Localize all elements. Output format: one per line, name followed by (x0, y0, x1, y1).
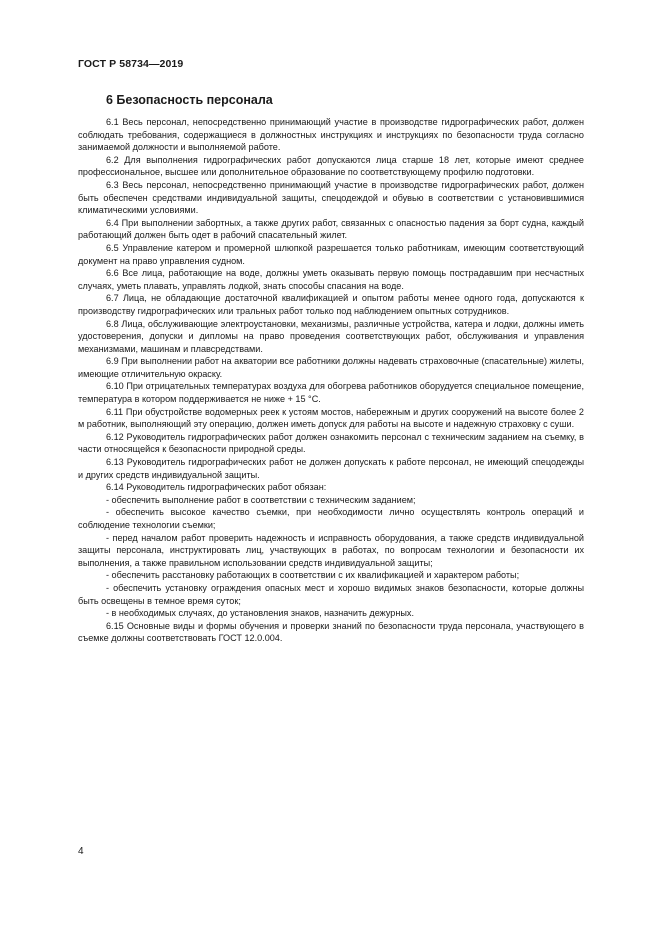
paragraph-6-15: 6.15 Основные виды и формы обучения и проверки знаний по безопасности труда персонала, участвующего в съемке должны соответствовать ГОСТ 12.0.004. (78, 620, 584, 644)
section-body (78, 116, 584, 645)
section-title: 6 Безопасность персонала (106, 93, 273, 107)
paragraph-6-14: 6.14 Руководитель гидрографических работ обязан: (106, 482, 327, 493)
paragraph-6-4: 6.4 При выполнении забортных, а также других работ, связанных с опасностью падения за борт судна, каждый работающий должен быть одет в рабочий спасательный жилет. (78, 217, 584, 241)
page-number: 4 (78, 846, 84, 857)
list-item: - обеспечить расстановку работающих в соответствии с их квалификацией и характером работы; (106, 570, 520, 581)
list-item: - перед началом работ проверить надежность и исправность оборудования, а также средств индивидуальной защиты персонала, инструктировать лиц, участвующих в работах, по вопросам технологии и безопасности их выполнения, а также правильном использовании средств индивидуальной защиты; (78, 532, 584, 568)
paragraph-6-3: 6.3 Весь персонал, непосредственно принимающий участие в производстве гидрографических работ, должен быть обеспечен средствами индивидуальной защиты, спецодеждой и обувью в соответствии с установившимися климатическими условиями. (78, 179, 584, 216)
paragraph-6-5: 6.5 Управление катером и промерной шлюпкой разрешается только работникам, имеющим соответствующий документ на право управления судном. (78, 242, 584, 266)
paragraph-6-2: 6.2 Для выполнения гидрографических работ допускаются лица старше 18 лет, которые имеют среднее профессиональное, высшее или дополнительное образование по соответствующему профилю подготовки. (78, 154, 584, 178)
paragraph-6-8: 6.8 Лица, обслуживающие электроустановки, механизмы, различные устройства, катера и лодки, должны иметь удостоверения, допуски и дипломы на право проведения соответствующих работ, обслуживания и управления механизмами, машинам и плавсредствами. (78, 318, 584, 354)
standard-code: ГОСТ Р 58734—2019 (78, 58, 184, 70)
paragraph-6-11: 6.11 При обустройстве водомерных реек к устоям мостов, набережным и других сооружений на высоте более 2 м работник, выполняющий эту операцию, должен иметь допуск для работы на высоте и надежную страховку с суши. (78, 406, 584, 430)
paragraph-6-12: 6.12 Руководитель гидрографических работ должен ознакомить персонал с техническим заданием на съемку, в части относящейся к безопасности природной среды. (78, 431, 584, 455)
paragraph-6-9: 6.9 При выполнении работ на акватории все работники должны надевать страховочные (спасательные) жилеты, имеющие отличительную окраску. (78, 356, 584, 379)
paragraph-6-10: 6.10 При отрицательных температурах воздуха для обогрева работников оборудуется специальное помещение, температура в котором поддерживается не ниже + 15 °С. (78, 381, 584, 405)
paragraph-6-13: 6.13 Руководитель гидрографических работ не должен допускать к работе персонал, не имеющий спецодежды и других средств индивидуальной защиты. (78, 457, 584, 480)
list-item: - в необходимых случаях, до установления знаков, назначить дежурных. (106, 608, 414, 619)
paragraph-6-1: 6.1 Весь персонал, непосредственно принимающий участие в производстве гидрографических работ, должен соблюдать требования, содержащиеся в должностных инструкциях и инструкциях по безопасности труда согласно занимаемой должности и выполняемой работе. (78, 117, 584, 153)
list-item: - обеспечить высокое качество съемки, при необходимости лично осуществлять контроль операций и соблюдение технологии съемки; (78, 507, 584, 530)
paragraph-6-7: 6.7 Лица, не обладающие достаточной квалификацией и опытом работы менее одного года, допускаются к производству гидрографических или тральных работ только под наблюдением опытных сотрудников. (78, 293, 584, 316)
list-item: - обеспечить установку ограждения опасных мест и хорошо видимых знаков безопасности, которые должны быть освещены в темное время суток; (78, 582, 584, 606)
paragraph-6-6: 6.6 Все лица, работающие на воде, должны уметь оказывать первую помощь пострадавшим при несчастных случаях, уметь плавать, управлять лодкой, знать способы спасания на воде. (78, 268, 584, 291)
list-item: - обеспечить выполнение работ в соответствии с техническим заданием; (106, 494, 416, 505)
